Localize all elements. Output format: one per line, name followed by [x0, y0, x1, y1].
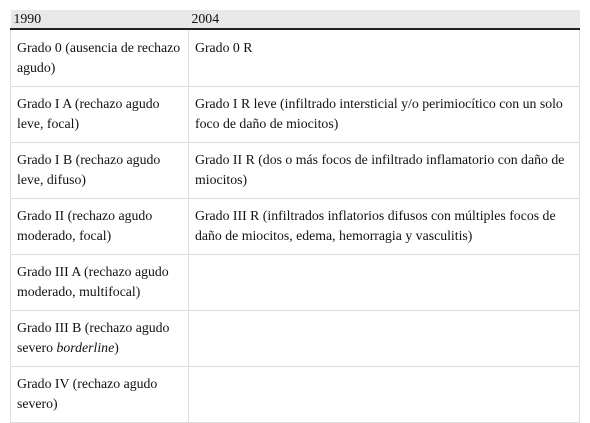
- table-header-row: [11, 10, 580, 29]
- cell-1990: [11, 311, 189, 367]
- cell-2004: Grado I R leve (infiltrado intersticial y/o perimiocítico con un solo foco de daño de miocitos): [189, 87, 580, 143]
- cell-1990: Grado I B (rechazo agudo leve, difuso): [11, 143, 189, 199]
- cell-text: Grado III B (rechazo agudo severo: [17, 320, 170, 355]
- cell-1990: Grado II (rechazo agudo moderado, focal): [11, 199, 189, 255]
- table-row: [11, 255, 580, 311]
- table-row: [11, 143, 580, 199]
- table-row: [11, 311, 580, 367]
- cell-2004: Grado II R (dos o más focos de infiltrado inflamatorio con daño de miocitos): [189, 143, 580, 199]
- cell-2004: [189, 311, 580, 367]
- cell-text-italic: borderline: [56, 340, 115, 355]
- cell-2004: [189, 255, 580, 311]
- grading-comparison-table: [10, 10, 580, 423]
- cell-1990: Grado III A (rechazo agudo moderado, multifocal): [11, 255, 189, 311]
- header-2004: 2004: [189, 10, 580, 29]
- table-row: [11, 199, 580, 255]
- table-row: [11, 29, 580, 87]
- header-1990: 1990: [11, 10, 189, 29]
- cell-1990: Grado IV (rechazo agudo severo): [11, 367, 189, 423]
- cell-2004: Grado III R (infiltrados inflatorios difusos con múltiples focos de daño de miocitos, edema, hemorragia y vasculitis): [189, 199, 580, 255]
- cell-1990: Grado I A (rechazo agudo leve, focal): [11, 87, 189, 143]
- table-row: [11, 87, 580, 143]
- cell-1990: Grado 0 (ausencia de rechazo agudo): [11, 29, 189, 87]
- table-row: [11, 367, 580, 423]
- cell-2004: Grado 0 R: [189, 29, 580, 87]
- cell-2004: [189, 367, 580, 423]
- cell-text: ): [114, 340, 119, 355]
